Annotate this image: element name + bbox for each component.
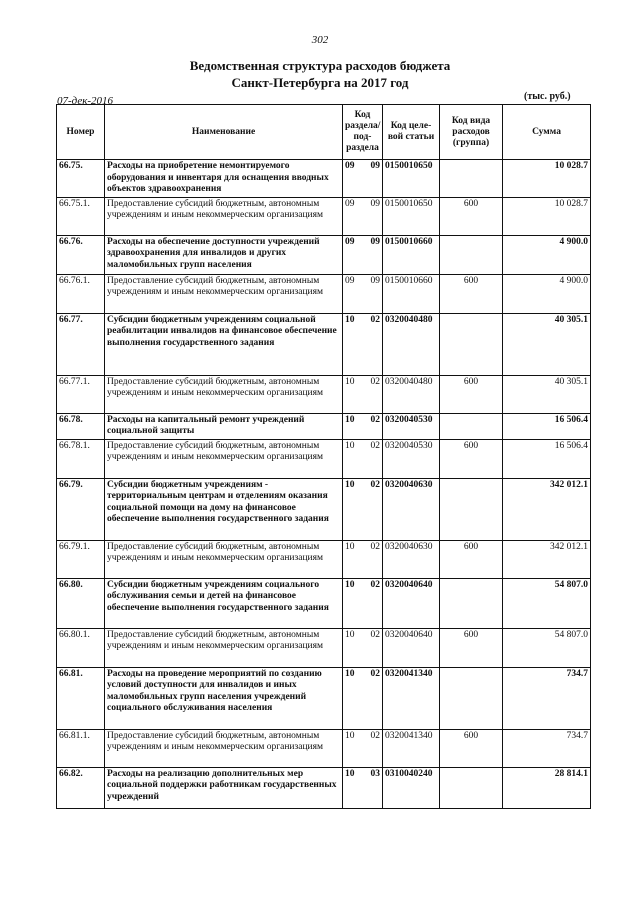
row-sum: 40 305.1 [503,313,591,375]
header-number: Номер [57,105,105,160]
row-number: 66.81.1. [57,729,105,767]
row-section-code: 10 [343,729,363,767]
row-section-code: 10 [343,767,363,808]
header-sum: Сумма [503,105,591,160]
row-name: Предоставление субсидий бюджетным, автономным учреждениям и иным некоммерческим организациям [105,540,343,578]
row-subsection-code: 02 [363,578,383,628]
row-section-code: 10 [343,628,363,667]
row-sum: 16 506.4 [503,439,591,478]
row-subsection-code: 02 [363,313,383,375]
row-subsection-code: 02 [363,439,383,478]
row-expense-type [440,160,503,198]
row-name: Расходы на приобретение немонтируемого оборудования и инвентаря для оснащения вводных объектов здравоохранения [105,160,343,198]
row-item-code: 0150010660 [383,235,440,274]
table-row [57,729,591,767]
row-item-code: 0320041340 [383,667,440,729]
row-name: Предоставление субсидий бюджетным, автономным учреждениям и иным некоммерческим организациям [105,197,343,235]
row-item-code: 0320040630 [383,540,440,578]
table-row [57,313,591,375]
table-row [57,540,591,578]
row-subsection-code: 09 [363,160,383,198]
row-number: 66.78.1. [57,439,105,478]
table-row [57,628,591,667]
row-number: 66.75. [57,160,105,198]
table-row [57,274,591,313]
row-sum: 4 900.0 [503,274,591,313]
row-subsection-code: 02 [363,478,383,540]
row-expense-type [440,478,503,540]
row-name: Расходы на капитальный ремонт учреждений социальной защиты [105,413,343,439]
row-sum: 28 814.1 [503,767,591,808]
row-number: 66.82. [57,767,105,808]
header-item-code: Код целе-вой статьи [383,105,440,160]
row-expense-type [440,667,503,729]
row-number: 66.80.1. [57,628,105,667]
row-sum: 16 506.4 [503,413,591,439]
row-item-code: 0320040630 [383,478,440,540]
table-body [57,160,591,809]
row-name: Предоставление субсидий бюджетным, автономным учреждениям и иным некоммерческим организациям [105,439,343,478]
row-expense-type [440,235,503,274]
row-subsection-code: 09 [363,235,383,274]
row-expense-type: 600 [440,540,503,578]
row-number: 66.77. [57,313,105,375]
row-item-code: 0320040530 [383,413,440,439]
row-name: Предоставление субсидий бюджетным, автономным учреждениям и иным некоммерческим организациям [105,375,343,413]
row-name: Субсидии бюджетным учреждениям социальной реабилитации инвалидов на финансовое обеспечение выполнения государственного задания [105,313,343,375]
row-name: Расходы на проведение мероприятий по созданию условий доступности для инвалидов и иных маломобильных групп населения учреждений социального обслуживания населения [105,667,343,729]
row-number: 66.78. [57,413,105,439]
row-item-code: 0150010650 [383,160,440,198]
row-item-code: 0320041340 [383,729,440,767]
table-header-row [57,105,591,160]
table-row [57,375,591,413]
row-section-code: 09 [343,235,363,274]
row-expense-type [440,313,503,375]
table-row [57,413,591,439]
row-expense-type [440,578,503,628]
document-subtitle: Санкт-Петербурга на 2017 год [231,75,409,90]
row-item-code: 0320040480 [383,313,440,375]
row-expense-type [440,413,503,439]
row-section-code: 10 [343,313,363,375]
row-section-code: 10 [343,667,363,729]
header-section-code: Код раздела/ под-раздела [343,105,383,160]
row-section-code: 10 [343,439,363,478]
row-sum: 54 807.0 [503,628,591,667]
row-item-code: 0320040640 [383,628,440,667]
row-sum: 54 807.0 [503,578,591,628]
row-expense-type: 600 [440,274,503,313]
row-subsection-code: 02 [363,729,383,767]
row-section-code: 10 [343,540,363,578]
header-expense-type-code: Код вида расходов (группа) [440,105,503,160]
table-row [57,197,591,235]
row-number: 66.75.1. [57,197,105,235]
units-label: (тыс. руб.) [524,91,571,102]
row-sum: 10 028.7 [503,160,591,198]
row-subsection-code: 09 [363,274,383,313]
table-row [57,478,591,540]
row-sum: 734.7 [503,667,591,729]
document-title: Ведомственная структура расходов бюджета [189,58,451,73]
row-subsection-code: 03 [363,767,383,808]
row-name: Предоставление субсидий бюджетным, автономным учреждениям и иным некоммерческим организациям [105,628,343,667]
row-expense-type: 600 [440,729,503,767]
row-name: Предоставление субсидий бюджетным, автономным учреждениям и иным некоммерческим организациям [105,729,343,767]
table-row [57,439,591,478]
row-item-code: 0150010650 [383,197,440,235]
row-item-code: 0150010660 [383,274,440,313]
row-name: Предоставление субсидий бюджетным, автономным учреждениям и иным некоммерческим организациям [105,274,343,313]
row-number: 66.79. [57,478,105,540]
row-name: Субсидии бюджетным учреждениям - территориальным центрам и отделениям оказания социальной помощи на дому на финансовое обеспечение выполнения государственного задания [105,478,343,540]
row-expense-type: 600 [440,375,503,413]
row-item-code: 0320040480 [383,375,440,413]
row-subsection-code: 09 [363,197,383,235]
row-section-code: 10 [343,413,363,439]
row-sum: 40 305.1 [503,375,591,413]
table-row [57,578,591,628]
row-expense-type: 600 [440,628,503,667]
row-section-code: 10 [343,478,363,540]
row-number: 66.77.1. [57,375,105,413]
row-name: Расходы на реализацию дополнительных мер социальной поддержки работникам государственных учреждений [105,767,343,808]
row-expense-type: 600 [440,439,503,478]
row-subsection-code: 02 [363,540,383,578]
table-row [57,160,591,198]
row-number: 66.80. [57,578,105,628]
row-sum: 10 028.7 [503,197,591,235]
row-number: 66.76.1. [57,274,105,313]
row-section-code: 09 [343,274,363,313]
header-name: Наименование [105,105,343,160]
row-expense-type [440,767,503,808]
row-sum: 342 012.1 [503,478,591,540]
row-section-code: 10 [343,375,363,413]
row-item-code: 0320040640 [383,578,440,628]
budget-table [56,104,591,809]
row-sum: 4 900.0 [503,235,591,274]
row-number: 66.76. [57,235,105,274]
table-row [57,235,591,274]
row-sum: 734.7 [503,729,591,767]
row-subsection-code: 02 [363,413,383,439]
row-expense-type: 600 [440,197,503,235]
row-sum: 342 012.1 [503,540,591,578]
row-subsection-code: 02 [363,628,383,667]
document-date: 07-дек-2016 [57,95,114,107]
row-subsection-code: 02 [363,667,383,729]
table-row [57,667,591,729]
row-number: 66.79.1. [57,540,105,578]
row-section-code: 09 [343,160,363,198]
table-row [57,767,591,808]
row-item-code: 0310040240 [383,767,440,808]
row-number: 66.81. [57,667,105,729]
row-section-code: 10 [343,578,363,628]
row-name: Расходы на обеспечение доступности учреждений здравоохранения для инвалидов и других маломобильных групп населения [105,235,343,274]
row-subsection-code: 02 [363,375,383,413]
row-name: Субсидии бюджетным учреждениям социального обслуживания семьи и детей на финансовое обеспечение выполнения государственного задания [105,578,343,628]
row-item-code: 0320040530 [383,439,440,478]
page-number: 302 [311,34,329,46]
row-section-code: 09 [343,197,363,235]
